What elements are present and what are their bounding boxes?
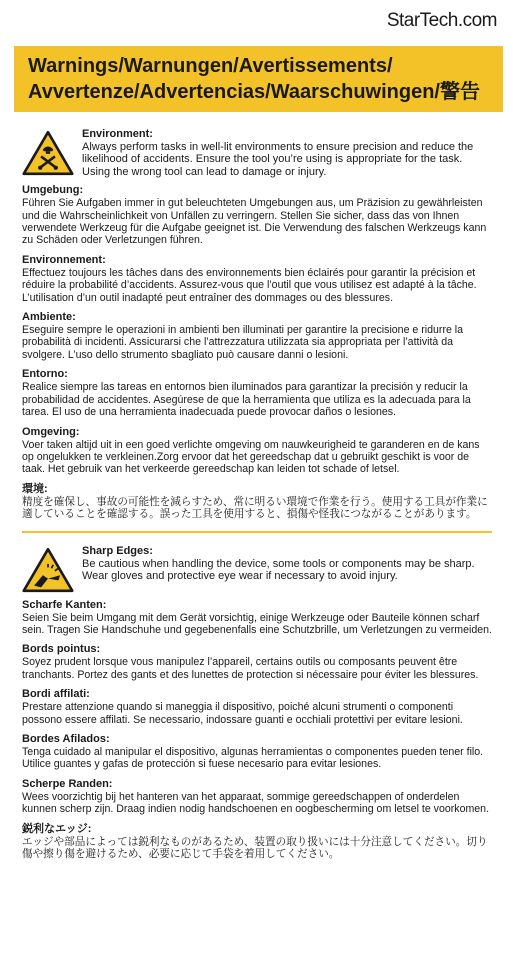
warning-title: 鋭利なエッジ: <box>22 822 92 835</box>
environment-title: Environment: <box>82 128 153 140</box>
sharp-edges-body: Be cautious when handling the device, some tools or components may be sharp. Wear gloves and protective eye wear if necessary to avoid injury. <box>82 557 475 582</box>
warning-body: Effectuez toujours les tâches dans des environnements bien éclairés pour garantir la précision et réduire la probabilité d’accidents. Assurez-vous que l’outil que vous utilisez est adapté à la tâche. L’utilisation d’un outil inadapté peut entraîner des dommages ou des blessures. <box>22 266 477 304</box>
warnings-content <box>22 128 492 867</box>
warning-title: Bordi affilati: <box>22 688 90 701</box>
warning-body: Soyez prudent lorsque vous manipulez l’appareil, certains outils ou composants peuvent être tranchants. Portez des gants et des lunettes de protection si nécessaire pour éviter les blessures. <box>22 656 479 681</box>
warning-title: Bords pointus: <box>22 643 101 656</box>
warning-title: 環境: <box>22 482 48 495</box>
environment-body: Always perform tasks in well-lit environments to ensure precision and reduce the likelihood of accidents. Ensure the tool you’re using is appropriate for the task. Using the wrong tool can lead to damage or injury. <box>82 141 474 178</box>
warning-title: Entorno: <box>22 368 68 381</box>
warning-item <box>22 599 492 637</box>
warning-item <box>22 483 492 521</box>
warning-item <box>22 368 492 418</box>
warning-body: Prestare attenzione quando si maneggia il dispositivo, poiché alcuni strumenti o componenti possono essere affilati. Se necessario, indossare guanti e occhiali protettivi per evitare lesioni. <box>22 701 463 726</box>
warning-item <box>22 778 492 816</box>
warning-item <box>22 184 492 247</box>
hazard-triangle-sharp-edge-icon <box>22 547 74 593</box>
environment-section <box>22 128 492 521</box>
warning-body: Tenga cuidado al manipular el dispositivo, algunas herramientas o componentes pueden tener filo. Utilice guantes y gafas de protección si fuese necesario para evitar lesiones. <box>22 745 484 771</box>
title-line-1: Warnings/Warnungen/Avertissements/ <box>28 55 393 77</box>
logo-suffix: com <box>462 10 497 31</box>
title-line-2: Avvertenze/Advertencias/Waarschuwingen/警告 <box>28 81 480 103</box>
warning-title: Scharfe Kanten: <box>22 598 107 611</box>
hazard-triangle-tools-icon <box>22 130 74 176</box>
warnings-banner <box>14 46 503 112</box>
startech-logo <box>387 10 497 32</box>
warning-title: Omgeving: <box>22 425 80 438</box>
warning-item <box>22 823 492 861</box>
warning-item <box>22 254 492 304</box>
sharp-edges-lead <box>22 545 492 593</box>
warning-body: 精度を確保し、事故の可能性を減らすため、常に明るい環境で作業を行う。使用する工具が作業に適していることを確認する。誤った工具を使用すると、損傷や怪我につながることがあります。 <box>22 495 488 521</box>
sharp-edges-title: Sharp Edges: <box>82 544 153 557</box>
warning-body: Seien Sie beim Umgang mit dem Gerät vorsichtig, einige Werkzeuge oder Bauteile können scharf sein. Tragen Sie Handschuhe und gegebenenfalls eine Schutzbrille, um Verletzungen zu vermeiden. <box>22 611 492 636</box>
warning-item <box>22 733 492 771</box>
warning-item <box>22 311 492 361</box>
warning-body: Voer taken altijd uit in een goed verlichte omgeving om nauwkeurigheid te garanderen en de kans op ongelukken te verkleinen.Zorg ervoor dat het gereedschap dat u gebruikt geschikt is voor de taak. Het gebruik van het verkeerde gereedschap kan leiden tot schade of letsel. <box>22 438 480 476</box>
logo-text: StarTech <box>386 10 458 31</box>
warning-title: Bordes Afilados: <box>22 732 110 745</box>
sharp-edges-section <box>22 545 492 861</box>
warning-title: Ambiente: <box>22 311 76 324</box>
warning-body: Eseguire sempre le operazioni in ambienti ben illuminati per garantire la precisione e ridurre la probabilità di incidenti. Assicurarsi che l’attrezzatura utilizzata sia appropriata per l’attività da svolgere. L’uso dello strumento sbagliato può causare danni o lesioni. <box>22 324 464 361</box>
warning-body: エッジや部品によっては鋭利なものがあるため、装置の取り扱いには十分注意してください。切り傷や擦り傷を避けるため、必要に応じて手袋を着用してください。 <box>22 835 488 860</box>
warning-body: Realice siempre las tareas en entornos bien iluminados para garantizar la precisión y reducir la probabilidad de accidentes. Asegúrese de que la herramienta que utiliza es la adecuada para la tarea. El uso de una herramienta inadecuada puede provocar daños o lesiones. <box>22 381 471 419</box>
warning-item <box>22 688 492 726</box>
environment-lead <box>22 128 492 178</box>
warning-title: Umgebung: <box>22 184 84 197</box>
warning-title: Scherpe Randen: <box>22 777 113 790</box>
logo-dot: . <box>457 10 463 31</box>
warning-item <box>22 426 492 476</box>
warning-title: Environnement: <box>22 253 106 266</box>
warning-body: Führen Sie Aufgaben immer in gut beleuchteten Umgebungen aus, um Präzision zu gewährleisten und die Wahrscheinlichkeit von Unfällen zu verringern. Stellen Sie sicher, dass das von Ihnen verwendete Werkzeug für die Aufgabe geeignet ist. Die Verwendung des falschen Werkzeugs kann zu Schäden oder Verletzungen führen. <box>22 197 487 247</box>
section-divider <box>22 531 492 533</box>
page-title <box>18 46 503 105</box>
warning-body: Wees voorzichtig bij het hanteren van het apparaat, sommige gereedschappen of onderdelen kunnen scherp zijn. Draag indien nodig handschoenen en oogbescherming om letsel te voorkomen. <box>22 790 490 816</box>
warning-item <box>22 643 492 681</box>
